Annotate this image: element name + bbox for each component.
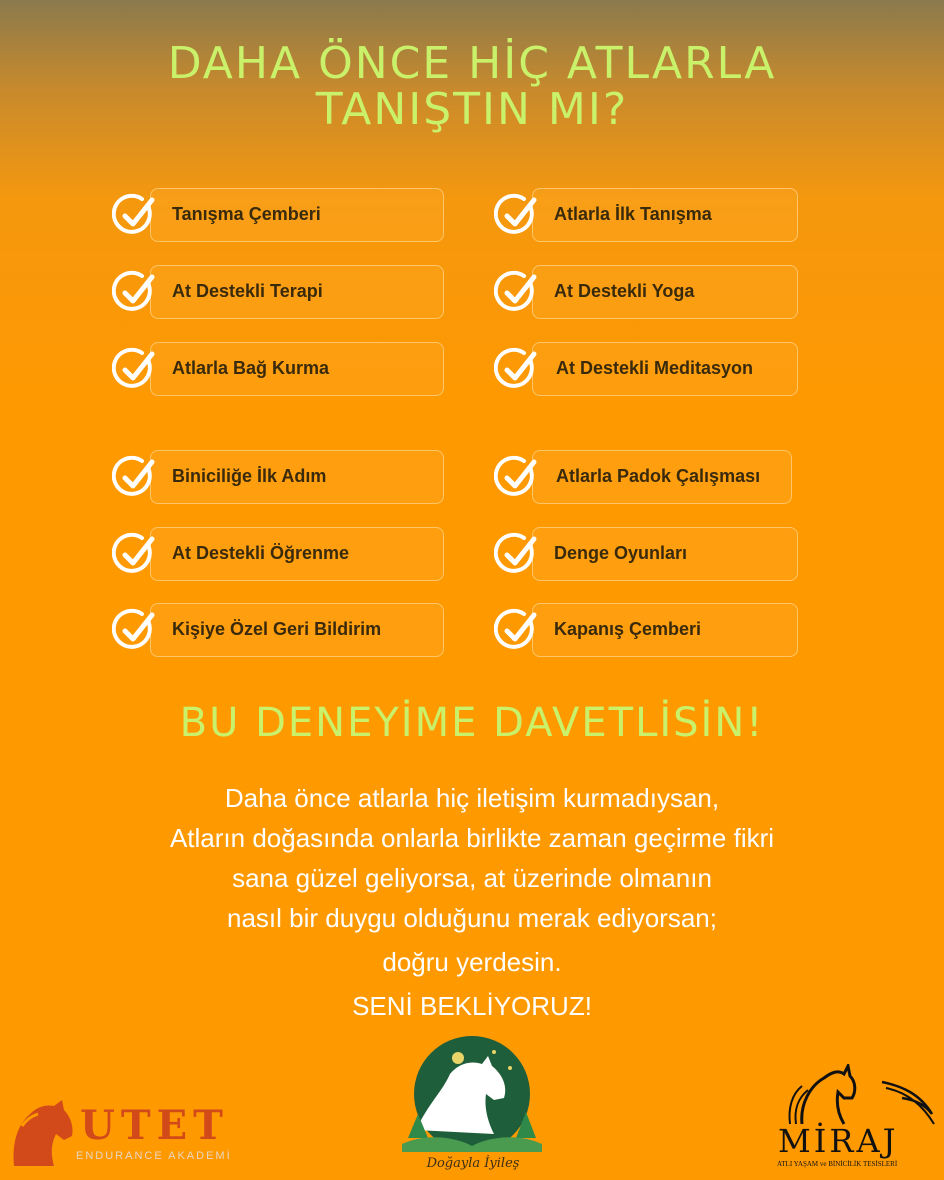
activity-label: Denge Oyunları xyxy=(554,543,688,563)
paragraph-line: sana güzel geliyorsa, at üzerinde olmanın xyxy=(232,863,712,893)
activity-label: At Destekli Meditasyon xyxy=(556,358,754,378)
activity-label: Biniciliğe İlk Adım xyxy=(172,466,327,486)
paragraph-line: SENİ BEKLİYORUZ! xyxy=(352,991,592,1021)
check-circle-icon xyxy=(494,454,540,500)
nature-horse-logo-icon xyxy=(398,1034,546,1156)
activity-label: At Destekli Yoga xyxy=(554,281,695,301)
activity-item xyxy=(112,265,444,319)
check-circle-icon xyxy=(494,607,540,653)
activity-item xyxy=(494,603,798,657)
paragraph-line: doğru yerdesin. xyxy=(382,947,562,977)
check-circle-icon xyxy=(112,269,158,315)
doga-logo-text: Doğayla İyileş xyxy=(426,1156,520,1171)
activity-item xyxy=(494,527,798,581)
activity-label: Atlarla İlk Tanışma xyxy=(554,204,712,224)
activity-item xyxy=(494,265,798,319)
utet-logo-subtitle: ENDURANCE AKADEMİ xyxy=(76,1150,232,1162)
utet-logo-text: UTET xyxy=(80,1102,229,1149)
check-circle-icon xyxy=(494,531,540,577)
activity-label: Atlarla Padok Çalışması xyxy=(556,466,761,486)
activity-label: Tanışma Çemberi xyxy=(172,204,321,224)
check-circle-icon xyxy=(112,607,158,653)
check-circle-icon xyxy=(494,192,540,238)
activity-label: At Destekli Terapi xyxy=(172,281,323,301)
activity-label: At Destekli Öğrenme xyxy=(172,543,350,563)
miraj-logo-text: MİRAJ xyxy=(778,1122,899,1160)
page-title-line-2: TANIŞTIN MI? xyxy=(315,84,629,135)
page-title-line-1: DAHA ÖNCE HİÇ ATLARLA xyxy=(167,38,777,89)
activity-item xyxy=(112,450,444,504)
check-circle-icon xyxy=(112,454,158,500)
activity-item xyxy=(494,188,798,242)
activity-item xyxy=(494,450,792,504)
invite-heading: BU DENEYİME DAVETLİSİN! xyxy=(179,700,765,746)
check-circle-icon xyxy=(494,269,540,315)
paragraph-line: Atların doğasında onlarla birlikte zaman geçirme fikri xyxy=(169,823,775,853)
activity-item xyxy=(494,342,798,396)
activity-label: Atlarla Bağ Kurma xyxy=(172,358,330,378)
paragraph-line: nasıl bir duygu olduğunu merak ediyorsan; xyxy=(227,903,717,933)
paragraph-line: Daha önce atlarla hiç iletişim kurmadıysan, xyxy=(224,783,720,813)
activity-item xyxy=(112,188,444,242)
miraj-horse-logo-icon xyxy=(782,1064,940,1126)
miraj-logo-subtitle: ATLI YAŞAM ve BİNİCİLİK TESİSLERİ xyxy=(777,1160,898,1168)
activity-item xyxy=(112,342,444,396)
activity-label: Kapanış Çemberi xyxy=(554,619,702,639)
activity-label: Kişiye Özel Geri Bildirim xyxy=(172,619,382,639)
activity-item xyxy=(112,527,444,581)
activity-item xyxy=(112,603,444,657)
check-circle-icon xyxy=(112,192,158,238)
check-circle-icon xyxy=(112,531,158,577)
check-circle-icon xyxy=(494,346,540,392)
check-circle-icon xyxy=(112,346,158,392)
horse-head-logo-icon xyxy=(4,1096,80,1172)
